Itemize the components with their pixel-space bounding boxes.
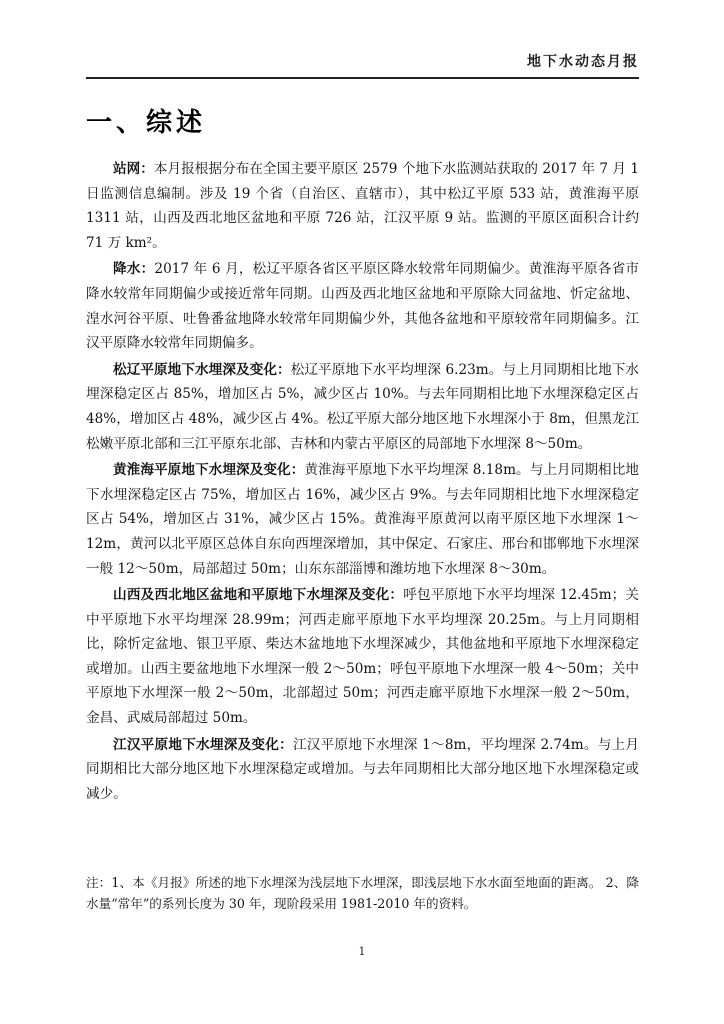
paragraph-text: 松辽平原地下水平均埋深 6.23m。与上月同期相比地下水埋深稳定区占 85%，增加区占 5%，减少区占 10%。与去年同期相比地下水埋深稳定区占 48%，增加区占 48%，减少区占 4%。松辽平原大部分地区地下水埋深小于 8m，但黑龙江松嫩平原北部和三江平原东北部、吉林和内蒙古平原区的局部地下水埋深 8～50m。 <box>86 361 640 452</box>
paragraph-jianghan-plain <box>86 733 639 807</box>
paragraph-text: 2017 年 6 月，松辽平原各省区平原区降水较常年同期偏少。黄淮海平原各省市降水较常年同期偏少或接近常年同期。山西及西北地区盆地和平原除大同盆地、忻定盆地、湟水河谷平原、吐鲁番盆地降水较常年同期偏少外，其他各盆地和平原较常年同期偏多。江汉平原降水较常年同期偏多。 <box>86 261 639 352</box>
paragraph-lead: 江汉平原地下水埋深及变化： <box>113 736 293 753</box>
paragraph-lead: 降水： <box>113 261 155 278</box>
paragraph-precipitation <box>86 257 639 355</box>
paragraph-text: 呼包平原地下水平均埋深 12.45m；关中平原地下水平均埋深 28.99m；河西走廊平原地下水平均埋深 20.25m。与上月同期相比，除忻定盆地、银卫平原、柴达木盆地地下水埋深减少，其他盆地和平原地下水埋深稳定或增加。山西主要盆地地下水埋深一般 2～50m；呼包平原地下水埋深一般 4～50m；关中平原地下水埋深一般 2～50m，北部超过 50m；河西走廊平原地下水埋深一般 2～50m，金昌、武威局部超过 50m。 <box>86 587 639 727</box>
paragraph-station-network <box>86 157 639 255</box>
section-title: 一、综述 <box>86 108 207 138</box>
paragraph-shanxi-northwest <box>86 583 639 731</box>
page-header <box>86 40 639 79</box>
report-name: 地下水动态月报 <box>527 54 639 70</box>
page-number: 1 <box>358 945 366 958</box>
paragraph-songliao-plain <box>86 358 639 456</box>
footnote: 注：1、本《月报》所述的地下水埋深为浅层地下水埋深，即浅层地下水水面至地面的距离。 2、降水量“常年”的系列长度为 30 年，现阶段采用 1981-2010 年的资料。 <box>86 875 639 911</box>
paragraph-lead: 山西及西北地区盆地和平原地下水埋深及变化： <box>113 587 404 604</box>
paragraph-text: 黄淮海平原地下水平均埋深 8.18m。与上月同期相比地下水埋深稳定区占 75%，增加区占 16%，减少区占 9%。与去年同期相比地下水埋深稳定区占 54%，增加区占 31%，减少区占 15%。黄淮海平原黄河以南平原区地下水埋深 1～12m，黄河以北平原区总体自东向西埋深增加，其中保定、石家庄、邢台和邯郸地下水埋深一般 12～50m，局部超过 50m；山东东部淄博和潍坊地下水埋深 8～30m。 <box>86 462 639 577</box>
paragraph-text: 本月报根据分布在全国主要平原区 2579 个地下水监测站获取的 2017 年 7 月 1 日监测信息编制。涉及 19 个省（自治区、直辖市），其中松辽平原 533 站，黄淮海平原 1311 站，山西及西北地区盆地和平原 726 站，江汉平原 9 站。监测的平原区面积合计约 71 万 km²。 <box>86 161 640 251</box>
paragraph-huanghuaihai-plain <box>86 458 639 581</box>
paragraph-lead: 黄淮海平原地下水埋深及变化： <box>113 462 305 479</box>
paragraph-text: 江汉平原地下水埋深 1～8m，平均埋深 2.74m。与上月同期相比大部分地区地下水埋深稳定或增加。与去年同期相比大部分地区地下水埋深稳定或减少。 <box>86 736 639 802</box>
paragraph-lead: 松辽平原地下水埋深及变化： <box>113 361 291 378</box>
paragraph-lead: 站网： <box>113 161 154 177</box>
summary-body <box>86 157 639 806</box>
